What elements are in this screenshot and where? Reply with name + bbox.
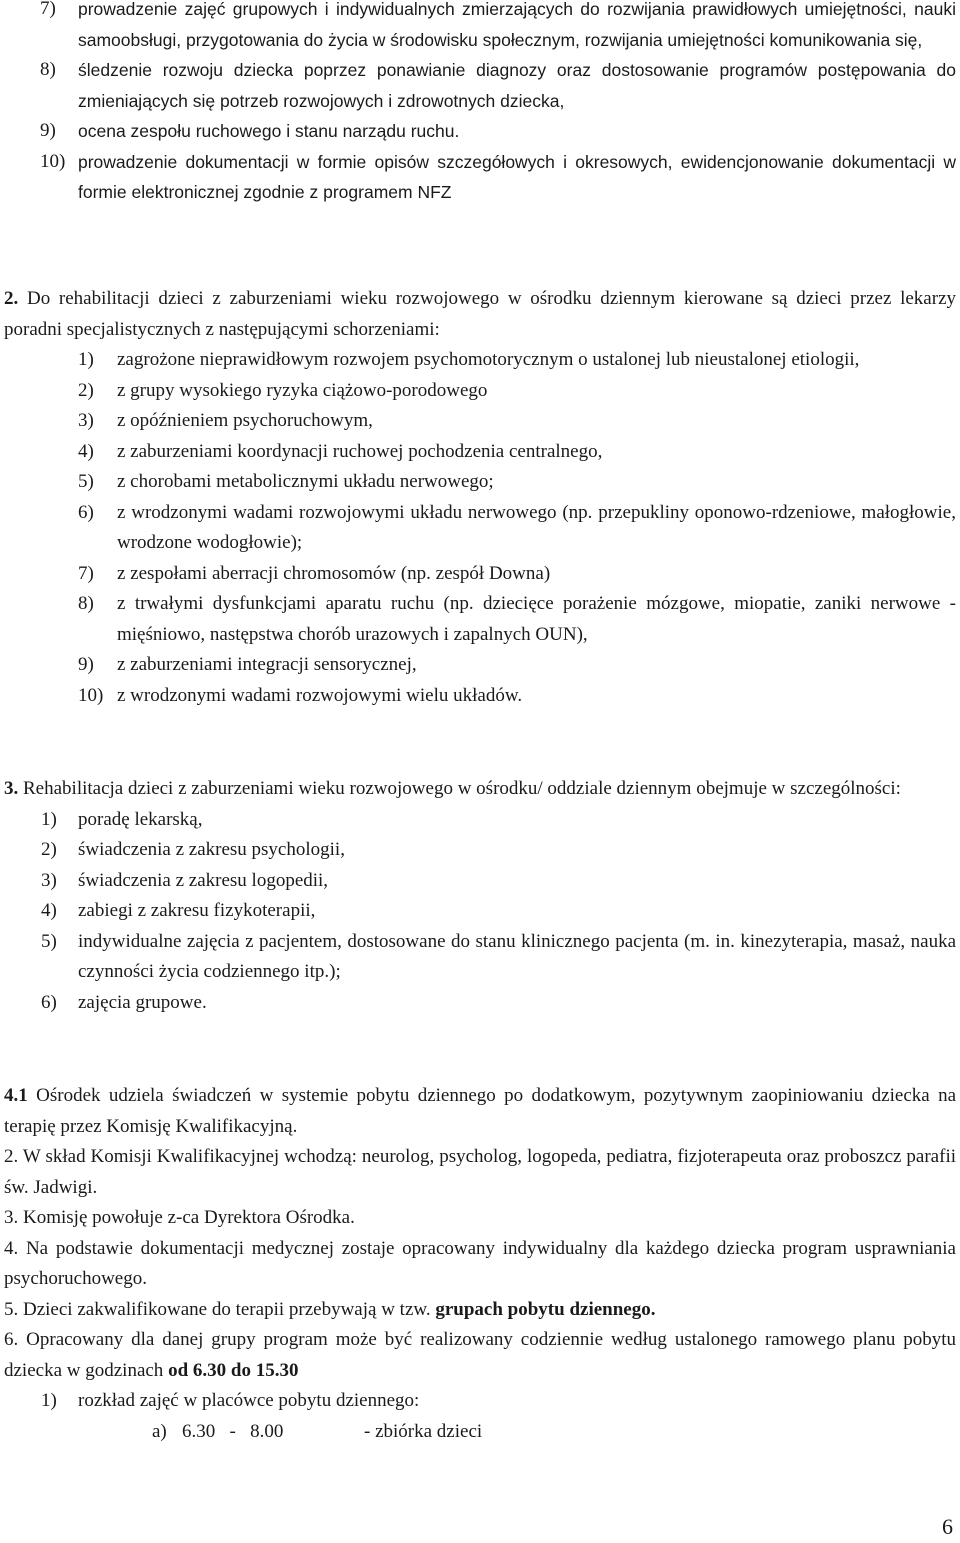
list-item [78,467,956,498]
item-number: 3) [78,410,94,431]
list-item [41,835,956,866]
item-text: z opóźnieniem psychoruchowym, [117,410,373,431]
section-number: 2. [4,288,19,309]
item-text: rozkład zajęć w placówce pobytu dziennego: [78,1390,420,1411]
section-4-paragraph-4: 4. Na podstawie dokumentacji medycznej zostaje opracowany indywidualny dla każdego dziecka program usprawniania psychoruchowego. [4,1237,956,1289]
item-text: z trwałymi dysfunkcjami aparatu ruchu (np. dziecięce porażenie mózgowe, miopatie, zaniki nerwowe - mięśniowo, następstwa chorób urazowych i zapalnych OUN), [117,593,956,645]
section-4-paragraph-6 [4,1325,956,1386]
list-item [41,988,956,1019]
section-4-paragraph-5 [4,1295,956,1326]
item-text: świadczenia z zakresu psychologii, [78,839,345,860]
item-text: z zaburzeniami integracji sensorycznej, [117,654,417,675]
list-item [40,55,956,116]
section-4-paragraph-1 [4,1081,956,1142]
item-text: z grupy wysokiego ryzyka ciążowo-porodowego [117,379,488,401]
page-number: 6 [942,1514,953,1539]
item-number: 9) [78,654,94,675]
item-number: 1) [41,808,57,830]
list-item [78,498,956,559]
item-text: z wrodzonymi wadami rozwojowymi układu nerwowego (np. przepukliny oponowo-rdzeniowe, małogłowie, wrodzone wodogłowie); [117,501,956,553]
item-number: 8) [40,59,56,80]
item-number: 10) [78,684,104,706]
item-number: 7) [78,562,94,584]
section-2-list [78,345,956,711]
list-item [78,376,956,407]
schedule-time: 6.30 - 8.00 [182,1420,284,1442]
item-text: prowadzenie zajęć grupowych i indywidualnych zmierzających do rozwijania prawidłowych umiejętności, nauki samoobsługi, przygotowania do życia w środowisku społecznym, rozwijania umiejętności komunikowania się, [78,0,956,50]
list-item [41,927,956,988]
item-text: z zespołami aberracji chromosomów (np. zespół Downa) [117,562,551,584]
list-item [78,681,956,712]
section-2 [4,284,956,711]
item-text: świadczenia z zakresu logopedii, [78,869,329,891]
section-3 [4,774,956,1018]
section-intro-text: Rehabilitacja dzieci z zaburzeniami wieku rozwojowego w ośrodku/ oddziale dziennym obejmuje w szczególności: [23,778,901,799]
item-number: 5) [41,930,57,952]
item-text: zabiegi z zakresu fizykoterapii, [78,900,316,921]
item-number: 1) [41,1390,57,1411]
paragraph-bold-text: grupach pobytu dziennego. [435,1298,656,1320]
list-item [78,406,956,437]
item-text: z chorobami metabolicznymi układu nerwowego; [117,471,494,492]
item-text: poradę lekarską, [78,808,203,830]
section-4-paragraph-3: 3. Komisję powołuje z-ca Dyrektora Ośrodka. [4,1207,355,1228]
list-item [78,559,956,590]
schedule-row [152,1417,956,1448]
item-text: zajęcia grupowe. [78,991,207,1013]
item-number: 9) [40,120,56,141]
item-text: śledzenie rozwoju dziecka poprzez ponawianie diagnozy oraz dostosowanie programów postępowania do zmieniających się potrzeb rozwojowych i zdrowotnych dziecka, [78,60,956,111]
list-item [41,1386,956,1417]
list-item [41,866,956,897]
paragraph-text: 5. Dzieci zakwalifikowane do terapii przebywają w tzw. [4,1298,431,1320]
paragraph-bold-text: od 6.30 do 15.30 [168,1359,299,1381]
section-1-list [40,0,956,208]
item-text: zagrożone nieprawidłowym rozwojem psychomotorycznym o ustalonej lub nieustalonej etiologii, [117,349,860,370]
paragraph-text: Ośrodek udziela świadczeń w systemie pobytu dziennego po dodatkowym, pozytywnym zaopiniowaniu dziecka na terapię przez Komisję Kwalifikacyjną. [4,1085,956,1137]
list-item [78,650,956,681]
item-number: 8) [78,593,94,614]
item-text: indywidualne zajęcia z pacjentem, dostosowane do stanu klinicznego pacjenta (m. in. kinezyterapia, masaż, nauka czynności życia codziennego itp.); [78,930,956,982]
paragraph-text: 6. Opracowany dla danej grupy program może być realizowany codziennie według ustalonego ramowego planu pobytu dziecka w godzinach [4,1329,956,1381]
list-item [0,147,956,208]
item-number: 4) [78,440,94,462]
section-4 [4,1081,956,1447]
section-intro-text: Do rehabilitacji dzieci z zaburzeniami wieku rozwojowego w ośrodku dziennym kierowane są dzieci przez lekarzy poradni specjalistycznych z następującymi schorzeniami: [4,288,956,340]
item-number: 6) [78,501,94,523]
item-number: 5) [78,471,94,492]
section-number: 3. [4,778,19,799]
item-number: 3) [41,869,57,891]
section-2-intro [4,284,956,345]
item-number: 2) [78,379,94,401]
item-text: prowadzenie dokumentacji w formie opisów szczegółowych i okresowych, ewidencjonowanie dokumentacji w formie elektronicznej zgodnie z programem NFZ [78,151,956,202]
list-item [41,896,956,927]
list-item [78,589,956,650]
item-text: z wrodzonymi wadami rozwojowymi wielu układów. [117,684,523,706]
list-item [40,116,956,147]
item-number: 7) [40,0,56,19]
section-4-paragraph-2: 2. W skład Komisji Kwalifikacyjnej wchodzą: neurolog, psycholog, logopeda, pediatra, fizjoterapeuta oraz proboszcz parafii św. Jadwigi. [4,1146,956,1198]
item-number: 4) [41,900,57,921]
section-3-intro [4,774,956,805]
item-text: z zaburzeniami koordynacji ruchowej pochodzenia centralnego, [117,440,603,462]
section-3-list [41,805,956,1019]
list-item [78,437,956,468]
section-number: 4.1 [4,1085,28,1106]
item-text: ocena zespołu ruchowego i stanu narządu ruchu. [78,121,460,141]
list-item [41,805,956,836]
item-number: 10) [40,150,66,172]
item-number: a) [152,1420,167,1442]
item-number: 1) [78,349,94,370]
list-item [78,345,956,376]
list-item [40,0,956,55]
item-number: 6) [41,991,57,1013]
schedule-description: - zbiórka dzieci [364,1420,483,1442]
item-number: 2) [41,839,57,860]
